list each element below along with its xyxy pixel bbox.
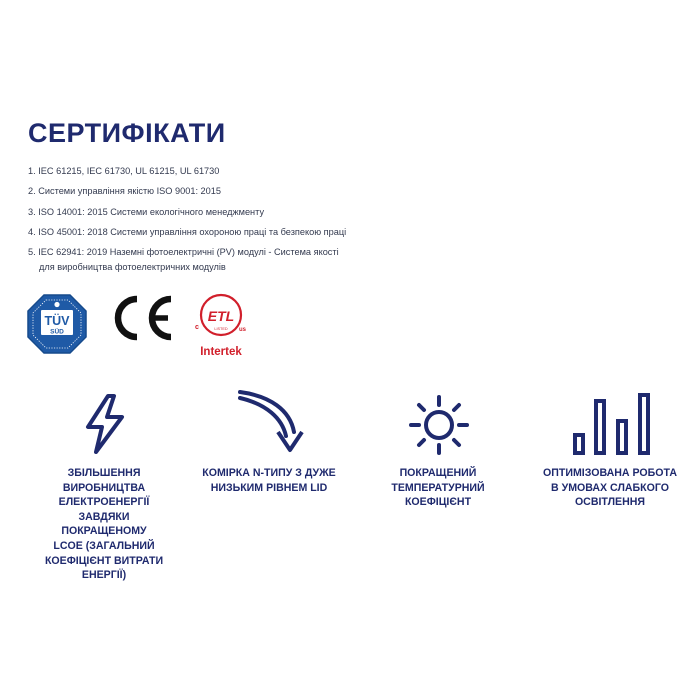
certificate-number: 5. bbox=[28, 247, 36, 258]
certificate-number: 2. bbox=[28, 186, 36, 197]
feature-text-line: ПОКРАЩЕНИЙ bbox=[399, 467, 477, 479]
lightning-bolt-icon bbox=[78, 393, 130, 455]
etl-c-text: c bbox=[195, 324, 199, 331]
certificate-line bbox=[28, 205, 346, 220]
feature-text-line: НИЗЬКИМ РІВНЕМ LID bbox=[210, 481, 328, 494]
certificate-number: 3. bbox=[28, 206, 36, 217]
certificate-item bbox=[28, 164, 346, 179]
etl-listed-text: LISTED bbox=[214, 327, 228, 331]
feature-low-light-text bbox=[532, 466, 688, 510]
sun-icon bbox=[408, 394, 470, 456]
feature-text-line: В УМОВАХ СЛАБКОГО bbox=[551, 481, 669, 494]
tuv-logo-main-text: TÜV bbox=[44, 314, 70, 328]
feature-text-line: КОЕФІЦІЄНТ bbox=[404, 496, 472, 509]
curved-arrow-down-icon bbox=[238, 388, 308, 454]
certificate-item bbox=[28, 184, 346, 199]
page-title: СЕРТИФІКАТИ bbox=[28, 118, 226, 148]
certificate-text: IEC 61215, IEC 61730, UL 61215, UL 61730 bbox=[38, 166, 220, 176]
certificate-item bbox=[28, 225, 346, 240]
certificate-text: ISO 14001: 2015 Системи екологічного менеджменту bbox=[38, 206, 265, 217]
feature-text-line: LCOE (ЗАГАЛЬНИЙ bbox=[53, 539, 155, 552]
certificate-number: 4. bbox=[28, 226, 36, 237]
intertek-etl-logo-icon bbox=[190, 291, 254, 359]
feature-text-line: ТЕМПЕРАТУРНИЙ bbox=[391, 481, 485, 494]
tuv-sud-logo-icon bbox=[26, 293, 88, 355]
certificate-text: Системи управління якістю ISO 9001: 2015 bbox=[38, 186, 221, 197]
feature-text-line: ЗАВДЯКИ ПОКРАЩЕНОМУ bbox=[61, 510, 147, 538]
feature-text-line: ЗБІЛЬШЕННЯ bbox=[67, 467, 141, 479]
certificate-item bbox=[28, 205, 346, 220]
certificates-list bbox=[28, 164, 346, 280]
signal-bars-icon bbox=[572, 393, 656, 457]
etl-text: ETL bbox=[207, 308, 235, 324]
feature-text-line: ОСВІТЛЕННЯ bbox=[574, 496, 646, 509]
feature-temperature-coefficient-text bbox=[376, 466, 500, 510]
feature-text-line: ОПТИМІЗОВАНА РОБОТА bbox=[543, 467, 677, 479]
certificate-line bbox=[28, 184, 346, 199]
etl-us-text: us bbox=[239, 327, 247, 333]
certificate-text: ISO 45001: 2018 Системи управління охороною праці та безпекою праці bbox=[38, 226, 347, 237]
feature-text-line: КОМІРКА N-ТИПУ З ДУЖЕ bbox=[202, 467, 336, 479]
certificate-number: 1. bbox=[28, 166, 36, 176]
tuv-logo-sub-text: SÜD bbox=[50, 328, 64, 336]
feature-text-line: ЕНЕРГІЇ) bbox=[81, 569, 127, 582]
ce-mark-icon bbox=[107, 293, 175, 343]
certificate-line bbox=[28, 225, 346, 240]
feature-text-line: КОЕФІЦІЄНТ ВИТРАТИ bbox=[44, 554, 164, 567]
intertek-text: Intertek bbox=[200, 346, 242, 358]
certificate-text-continued: для виробництва фотоелектричних модулів bbox=[39, 262, 226, 273]
feature-lcoe-text bbox=[40, 466, 168, 583]
feature-text-line: ВИРОБНИЦТВА bbox=[62, 481, 146, 494]
feature-text-line: ЕЛЕКТРОЕНЕРГІЇ bbox=[58, 496, 150, 509]
certificate-item bbox=[28, 245, 346, 275]
feature-n-type-cell-text bbox=[194, 466, 344, 495]
certificate-line bbox=[28, 245, 346, 260]
certificate-line bbox=[28, 164, 346, 179]
certificate-text: IEC 62941: 2019 Наземні фотоелектричні (PV) модулі - Система якості bbox=[38, 247, 339, 258]
